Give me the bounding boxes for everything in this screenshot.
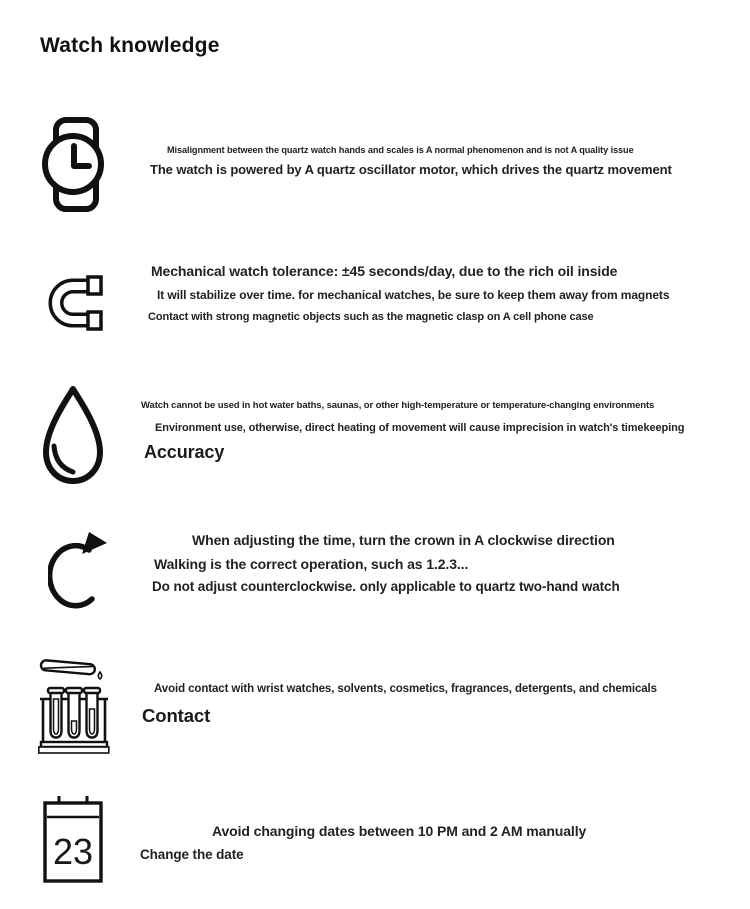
walking-operation-note: Walking is the correct operation, such as 1.2.3... — [154, 556, 469, 572]
crown-clockwise-note: When adjusting the time, turn the crown in A clockwise direction — [192, 532, 615, 548]
contact-heading: Contact — [142, 705, 211, 726]
mechanical-tolerance-heading: Mechanical watch tolerance: ±45 seconds/day, due to the rich oil inside — [151, 263, 618, 279]
magnetic-objects-note: Contact with strong magnetic objects such as the magnetic clasp on A cell phone case — [148, 311, 594, 323]
quartz-movement-note: The watch is powered by A quartz oscillator motor, which drives the quartz movement — [150, 162, 672, 177]
magnet-warning-note: It will stabilize over time. for mechanical watches, be sure to keep them away from magnets — [157, 288, 670, 302]
test-tubes-icon — [38, 657, 110, 755]
quartz-misalignment-note: Misalignment between the quartz watch hands and scales is A normal phenomenon and is not A quality issue — [167, 145, 634, 155]
high-temperature-warning-note: Watch cannot be used in hot water baths, saunas, or other high-temperature or temperature-changing environments — [141, 400, 655, 411]
chemicals-warning-note: Avoid contact with wrist watches, solvents, cosmetics, fragrances, detergents, and chemicals — [154, 683, 657, 695]
date-change-warning-note: Avoid changing dates between 10 PM and 2 AM manually — [212, 823, 587, 839]
water-drop-icon — [42, 384, 104, 486]
magnet-icon — [42, 271, 106, 335]
calendar-icon — [42, 794, 104, 884]
watch-icon — [42, 117, 104, 212]
page-title: Watch knowledge — [40, 34, 220, 57]
counterclockwise-warning-note: Do not adjust counterclockwise. only applicable to quartz two-hand watch — [152, 579, 620, 594]
calendar-date: 23 — [52, 831, 94, 872]
clockwise-arrow-icon — [48, 531, 110, 618]
accuracy-heading: Accuracy — [144, 442, 225, 462]
environment-use-note: Environment use, otherwise, direct heating of movement will cause imprecision in watch's timekeeping — [155, 422, 685, 434]
change-date-heading: Change the date — [140, 847, 244, 862]
